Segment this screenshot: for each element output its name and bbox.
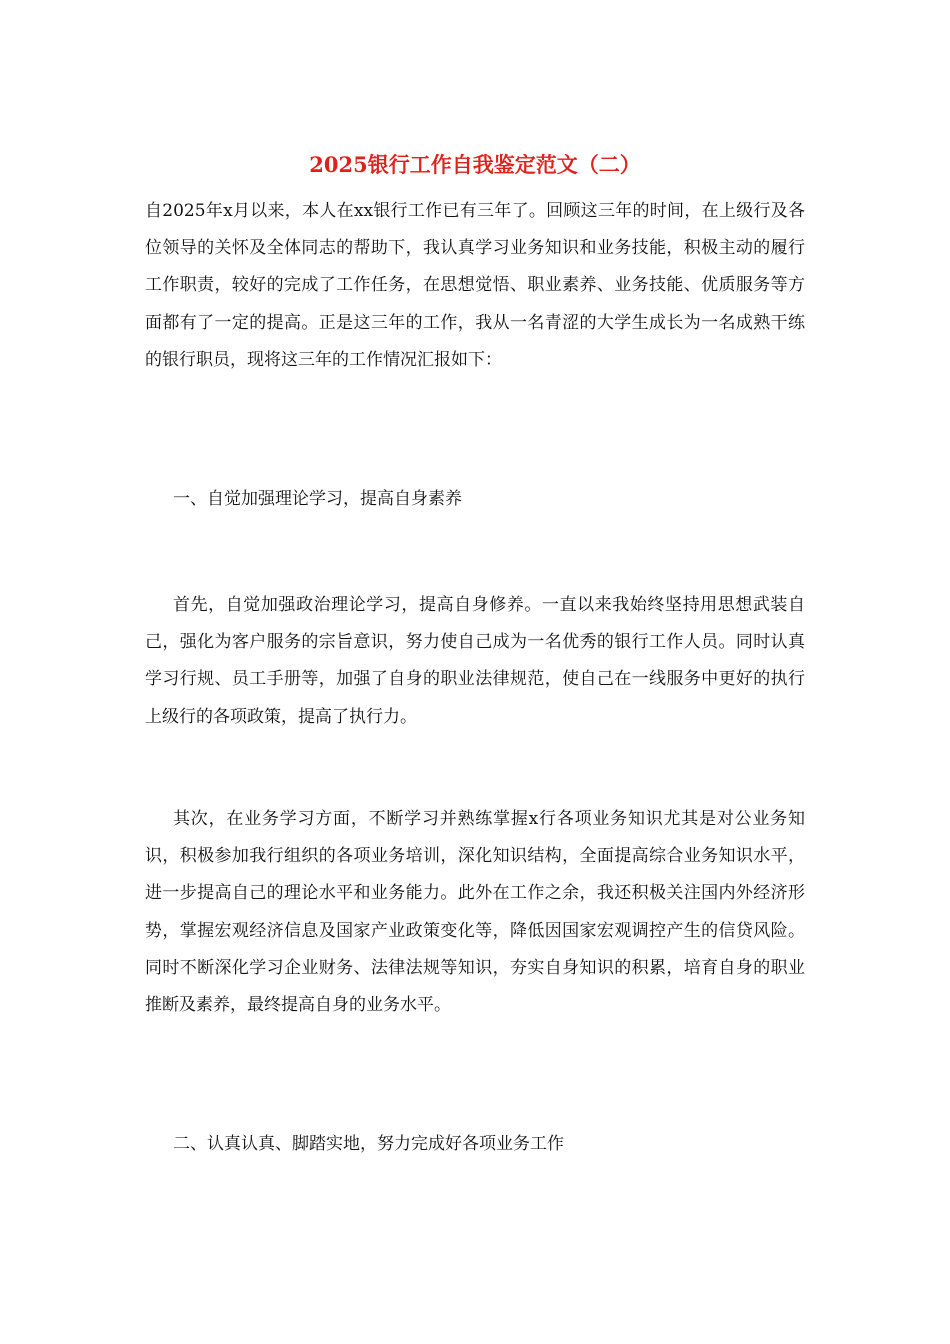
body-paragraph-2: 其次，在业务学习方面，不断学习并熟练掌握x行各项业务知识尤其是对公业务知识，积极参加我行组织的各项业务培训，深化知识结构，全面提高综合业务知识水平，进一步提高自己的理论水平和业务能力。此外在工作之余，我还积极关注国内外经济形势，掌握宏观经济信息及国家产业政策变化等，降低因国家宏观调控产生的信贷风险。同时不断深化学习企业财务、法律法规等知识，夯实自身知识的积累，培育自身的职业推断及素养，最终提高自身的业务水平。	[145, 809, 805, 1016]
intro-paragraph: 自2025年x月以来，本人在xx银行工作已有三年了。回顾这三年的时间，在上级行及各位领导的关怀及全体同志的帮助下，我认真学习业务知识和业务技能，积极主动的履行工作职责，较好的完成了工作任务，在思想觉悟、职业素养、业务技能、优质服务等方面都有了一定的提高。正是这三年的工作，我从一名青涩的大学生成长为一名成熟干练的银行职员，现将这三年的工作情况汇报如下：	[145, 201, 805, 370]
document-title: 2025银行工作自我鉴定范文（二）	[309, 152, 641, 177]
section-heading-2: 二、认真认真、脚踏实地，努力完成好各项业务工作	[173, 1134, 564, 1154]
body-paragraph-1: 首先，自觉加强政治理论学习，提高自身修养。一直以来我始终坚持用思想武装自己，强化为客户服务的宗旨意识，努力使自己成为一名优秀的银行工作人员。同时认真学习行规、员工手册等，加强了自身的职业法律规范，使自己在一线服务中更好的执行上级行的各项政策，提高了执行力。	[145, 595, 805, 727]
section-heading-1: 一、自觉加强理论学习，提高自身素养	[173, 489, 462, 509]
